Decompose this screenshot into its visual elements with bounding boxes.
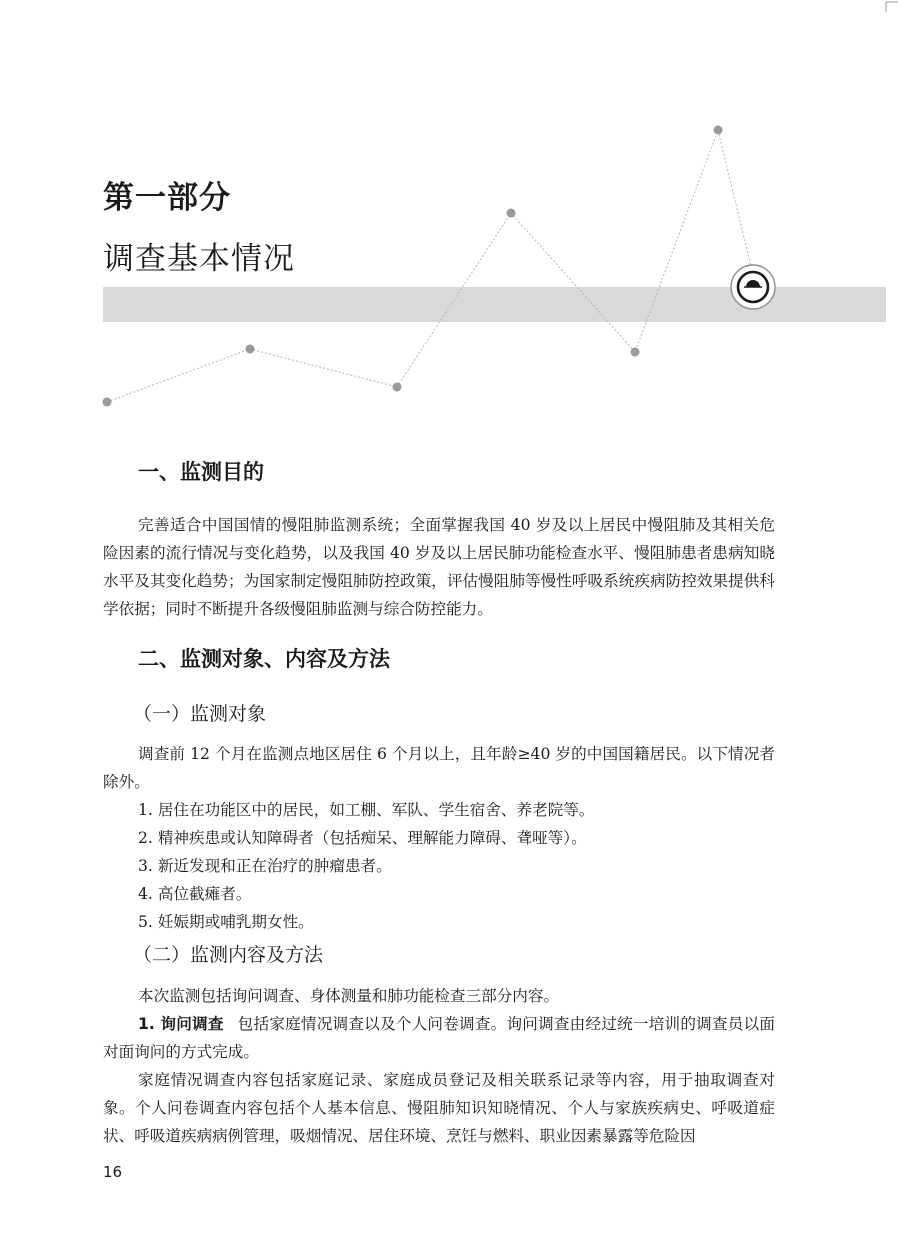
part-subtitle: 调查基本情况: [103, 241, 295, 277]
graph-node: [103, 398, 112, 407]
graph-node: [714, 126, 723, 135]
subsection-heading-methods: （二）监测内容及方法: [133, 944, 324, 966]
objects-intro-paragraph: 调查前 12 个月在监测点地区居住 6 个月以上，且年龄≥40 岁的中国国籍居民。以下情况者除外。: [103, 745, 775, 791]
section-heading-purpose: 一、监测目的: [138, 460, 264, 484]
subsection-heading-objects: （一）监测对象: [133, 703, 267, 725]
exclusion-item-1: 1. 居住在功能区中的居民，如工棚、军队、学生宿舍、养老院等。: [138, 801, 595, 819]
target-circle-icon: [731, 265, 775, 309]
interview-survey-paragraph: [103, 1010, 775, 1066]
part-title: 第一部分: [103, 180, 231, 216]
interview-survey-label: 1. 询问调查: [138, 1015, 224, 1033]
exclusion-item-5: 5. 妊娠期或哺乳期女性。: [138, 913, 314, 931]
exclusion-item-2: 2. 精神疾患或认知障碍者（包括痴呆、理解能力障碍、聋哑等）。: [138, 829, 587, 847]
family-survey-paragraph: 家庭情况调查内容包括家庭记录、家庭成员登记及相关联系记录等内容，用于抽取调查对象。个人问卷调查内容包括个人基本信息、慢阻肺知识知晓情况、个人与家族疾病史、呼吸道症状、呼吸道疾病病例管理，吸烟情况、居住环境、烹饪与燃料、职业因素暴露等危险因: [103, 1071, 775, 1145]
page-number: 16: [103, 1163, 123, 1181]
exclusion-item-4: 4. 高位截瘫者。: [138, 885, 252, 903]
graph-node: [631, 348, 640, 357]
graph-node: [507, 209, 516, 218]
purpose-paragraph: 完善适合中国国情的慢阻肺监测系统；全面掌握我国 40 岁及以上居民中慢阻肺及其相关危险因素的流行情况与变化趋势，以及我国 40 岁及以上居民肺功能检查水平、慢阻肺患者患病知晓水平及其变化趋势；为国家制定慢阻肺防控政策，评估慢阻肺等慢性呼吸系统疾病防控效果提供科学依据；同时不断提升各级慢阻肺监测与综合防控能力。: [103, 516, 775, 618]
graph-node: [246, 345, 255, 354]
interview-survey-text: 包括家庭情况调查以及个人问卷调查。询问调查由经过统一培训的调查员以面对面询问的方式完成。: [103, 1015, 775, 1061]
graph-node: [393, 383, 402, 392]
section-heading-objects: 二、监测对象、内容及方法: [138, 647, 390, 671]
exclusion-item-3: 3. 新近发现和正在治疗的肿瘤患者。: [138, 857, 392, 875]
methods-intro-paragraph: 本次监测包括询问调查、身体测量和肺功能检查三部分内容。: [138, 987, 560, 1005]
